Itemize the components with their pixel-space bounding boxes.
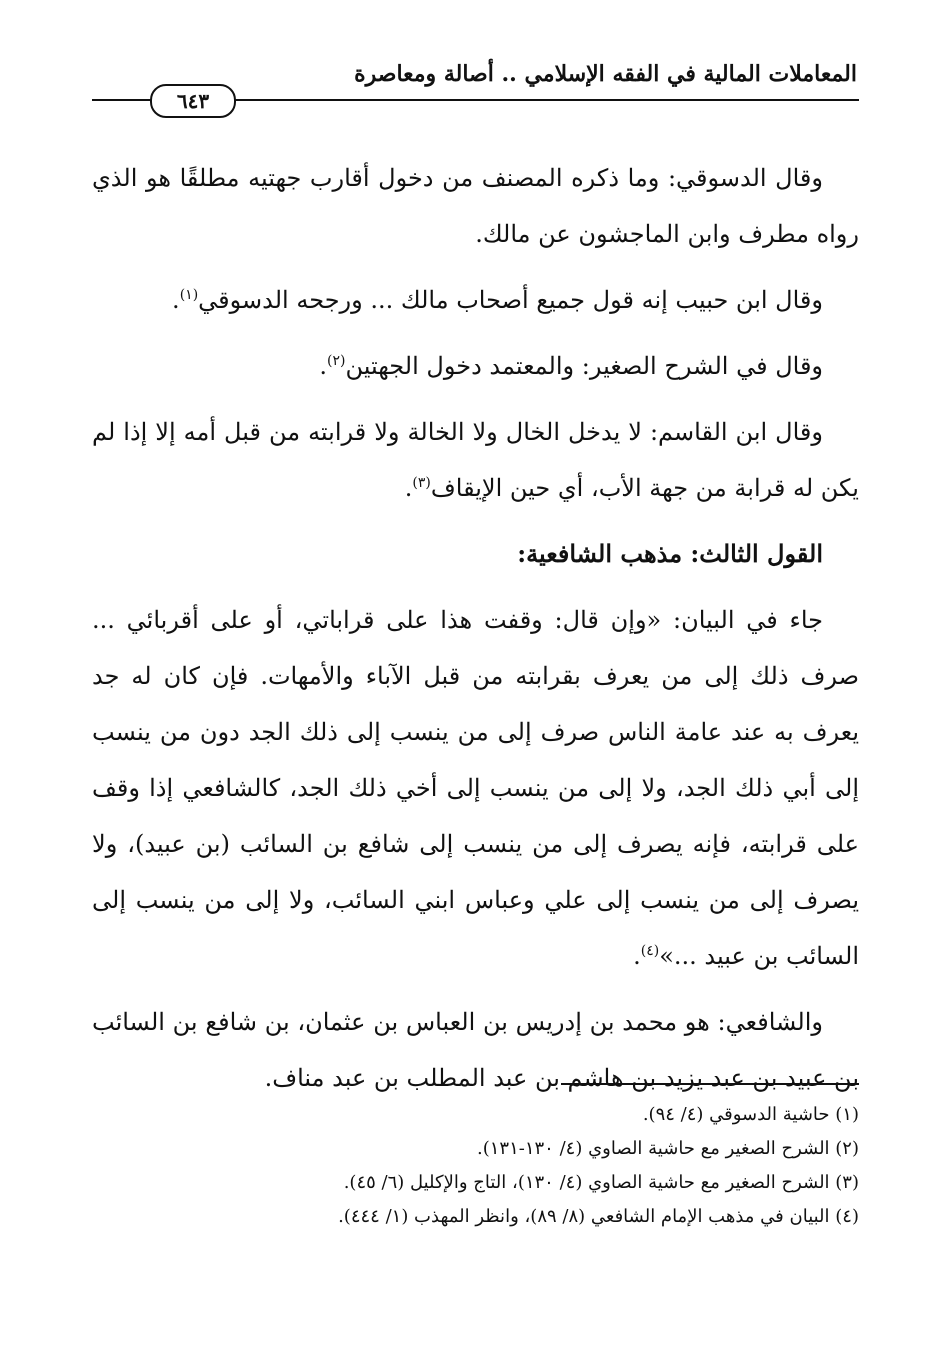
- main-text: [92, 150, 859, 1116]
- footnotes: [92, 1098, 859, 1234]
- footnote-4: (٤) البيان في مذهب الإمام الشافعي (٨/ ٨٩)، وانظر المهذب (١/ ٤٤٤).: [338, 1206, 859, 1227]
- footnote-ref: (١): [179, 287, 199, 303]
- section-heading: [92, 526, 859, 582]
- paragraph-ibn-qasim: وقال ابن القاسم: لا يدخل الخال ولا الخالة ولا قرابته من قبل أمه إلا إذا لم يكن له قرابة من جهة الأب، أي حين الإيقاف$^{(٣)}$.: [92, 418, 859, 502]
- page-number: ٦٤٣: [150, 84, 236, 118]
- paragraph-shafii-lineage: [92, 994, 859, 1106]
- footnote-2: (٢) الشرح الصغير مع حاشية الصاوي (٤/ ١٣٠-١٣١).: [476, 1138, 859, 1159]
- paragraph-ibn-habib: وقال ابن حبيب إنه قول جميع أصحاب مالك ... ورجحه الدسوقي$^{(١)}$.: [172, 286, 823, 314]
- heading-text: القول الثالث: مذهب الشافعية:: [517, 539, 823, 568]
- paragraph-text: وقال ابن القاسم: لا يدخل الخال ولا الخالة ولا قرابته من قبل أمه إلا إذا لم يكن له قرابة من جهة الأب، أي حين الإيقاف: [92, 418, 859, 502]
- paragraph-text: وقال في الشرح الصغير: والمعتمد دخول الجهتين: [345, 352, 823, 380]
- footnote-ref: (٤): [640, 943, 660, 959]
- paragraph-sharh-saghir: وقال في الشرح الصغير: والمعتمد دخول الجهتين$^{(٢)}$.: [319, 352, 823, 380]
- paragraph-bayan-quote: جاء في البيان: «وإن قال: وقفت هذا على قراباتي، أو على أقربائي ... صرف ذلك إلى من يعرف بقرابته من قبل الآباء والأمهات. فإن كان له جد يعرف به عند عامة الناس صرف إلى من ينسب إلى ذلك الجد دون من ينسب إلى أبي ذلك الجد، ولا إلى من ينسب إلى أخي ذلك الجد، كالشافعي إذا وقف على قرابته، فإنه يصرف إلى من ينسب إلى شافع بن السائب (بن عبيد)، ولا يصرف إلى من ينسب إلى علي وعباس ابني السائب، ولا إلى من ينسب إلى السائب بن عبيد ...»$^{(٤)}$.: [92, 606, 859, 970]
- footnote-ref: (٢): [327, 353, 346, 369]
- footnote-1: (١) حاشية الدسوقي (٤/ ٩٤).: [642, 1104, 859, 1125]
- running-header-title: المعاملات المالية في الفقه الإسلامي .. أصالة ومعاصرة: [354, 61, 857, 87]
- paragraph-text: والشافعي: هو محمد بن إدريس بن العباس بن عثمان، بن شافع بن السائب بن عبيد بن عبد يزيد بن هاشم بن عبد المطلب بن عبد مناف.: [92, 1008, 859, 1092]
- footnote-3: (٣) الشرح الصغير مع حاشية الصاوي (٤/ ١٣٠)، التاج والإكليل (٦/ ٤٥).: [343, 1172, 859, 1193]
- paragraph-text: جاء في البيان: «وإن قال: وقفت هذا على قراباتي، أو على أقربائي ... صرف ذلك إلى من يعرف بقرابته من قبل الآباء والأمهات. فإن كان له جد يعرف به عند عامة الناس صرف إلى من ينسب إلى ذلك الجد دون من ينسب إلى أبي ذلك الجد، ولا إلى من ينسب إلى أخي ذلك الجد، كالشافعي إذا وقف على قرابته، فإنه يصرف إلى من ينسب إلى شافع بن السائب (بن عبيد)، ولا يصرف إلى من ينسب إلى علي وعباس ابني السائب، ولا إلى من ينسب إلى السائب بن عبيد ...»: [92, 606, 859, 970]
- paragraph-text: وقال الدسوقي: وما ذكره المصنف من دخول أقارب جهتيه مطلقًا هو الذي رواه مطرف وابن الماجشون عن مالك.: [92, 164, 859, 248]
- paragraph-dasuqi-quote: [92, 150, 859, 262]
- footnote-ref: (٣): [412, 475, 431, 491]
- footnote-rule: [561, 1083, 859, 1085]
- paragraph-text: وقال ابن حبيب إنه قول جميع أصحاب مالك ... ورجحه الدسوقي: [198, 286, 823, 314]
